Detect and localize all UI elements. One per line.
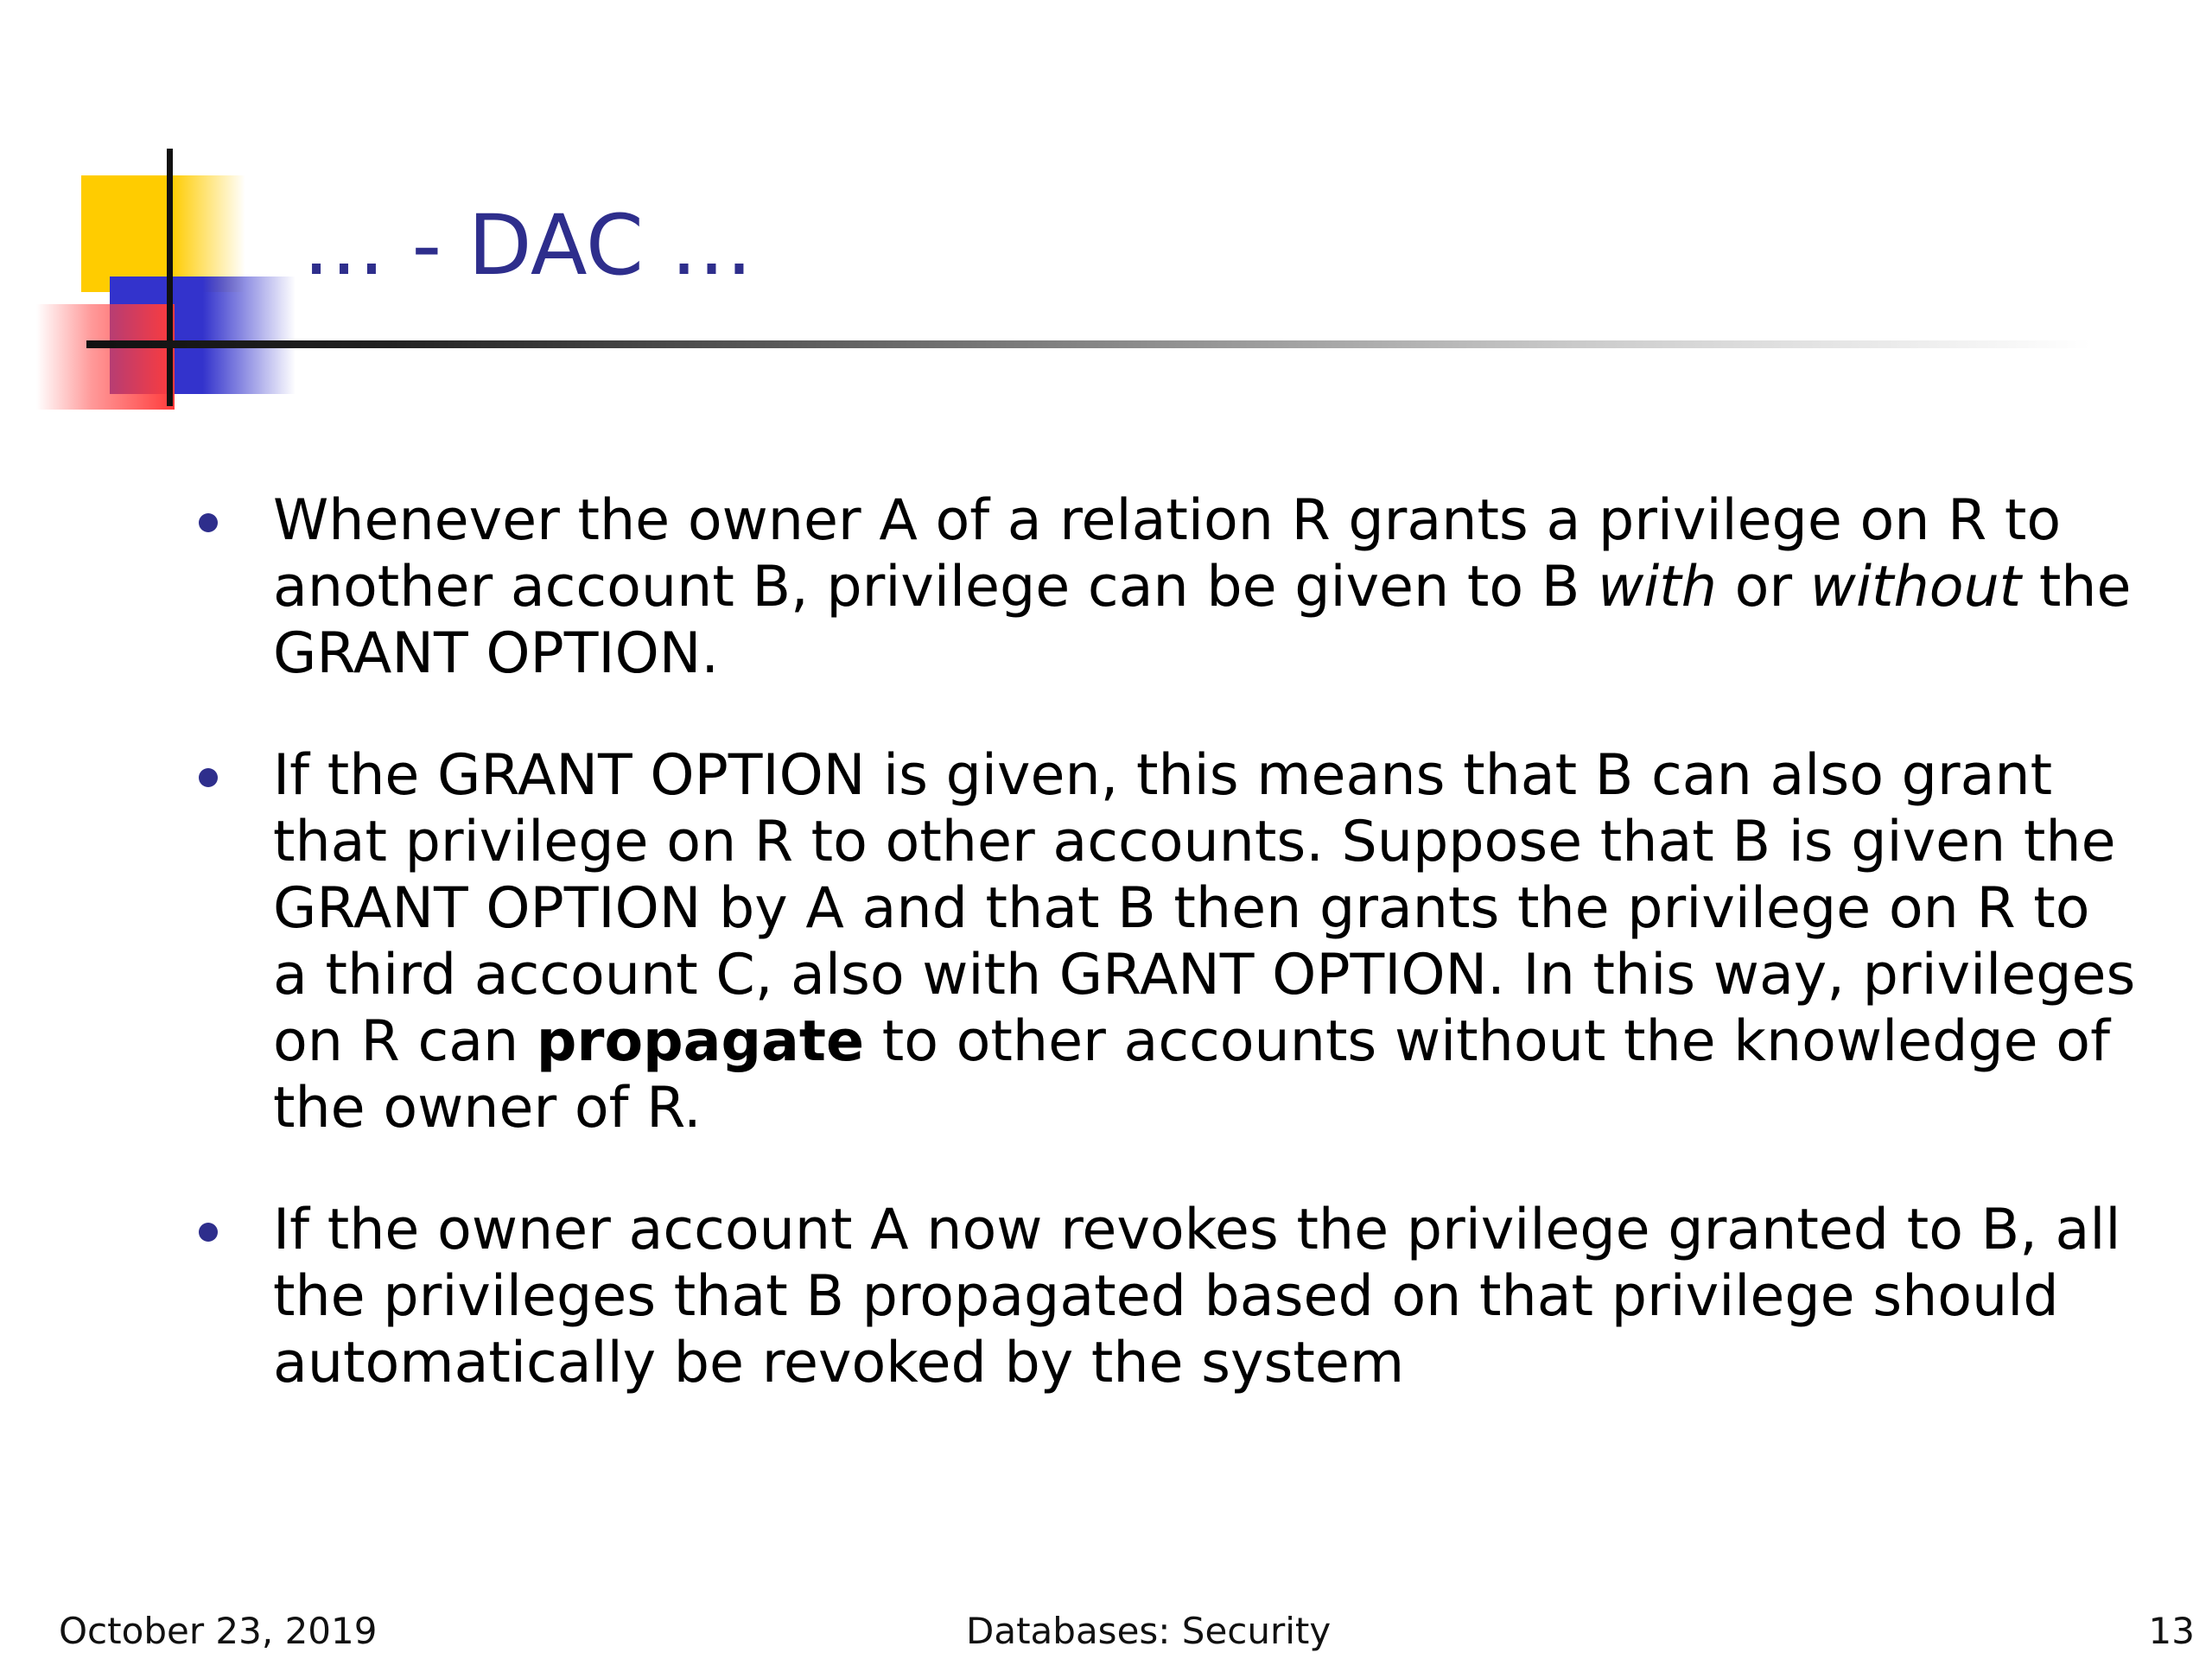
bullet-1-without: without <box>1809 555 2022 620</box>
bullet-2-text-end: to other accounts without the knowledge of the owner of R. <box>273 1009 2110 1141</box>
decoration-yellow-square <box>81 175 245 292</box>
bullet-item-1 <box>190 487 2139 687</box>
bullet-item-2 <box>190 742 2139 1141</box>
decoration-vertical-line <box>167 149 173 406</box>
bullet-item-3 <box>190 1197 2139 1396</box>
bullet-list <box>190 487 2136 1452</box>
title-underline <box>86 340 2091 348</box>
bullet-1-with: with <box>1598 555 1717 620</box>
bullet-dot-icon <box>199 1223 218 1242</box>
bullet-dot-icon <box>199 768 218 787</box>
footer-date: October 23, 2019 <box>59 1610 378 1652</box>
bullet-3-text: If the owner account A now revokes the privilege granted to B, all the privileges that B propagated based on that privilege should automatically be revoked by the system <box>273 1198 2121 1395</box>
footer-page-number: 13 <box>2148 1610 2195 1652</box>
bullet-2-text-start: If the GRANT OPTION is given, this means that B can also grant that privilege on R to other accounts. Suppose that B is given the GRANT OPTION by A and that B then grants the privilege on R to a third account C, also with GRANT OPTION. In this way, privileges on R can <box>273 743 2136 1074</box>
bullet-2-propagate: propagate <box>536 1009 865 1074</box>
footer-title: Databases: Security <box>966 1610 1332 1652</box>
bullet-1-or: or <box>1716 555 1810 620</box>
bullet-1-text-start: Whenever the owner A of a relation R grants a privilege on R to another account B, privilege can be given to B <box>273 488 2062 620</box>
bullet-1-text-end: the GRANT OPTION. <box>273 555 2132 686</box>
slide-title: … - DAC … <box>302 197 753 294</box>
bullet-dot-icon <box>199 513 218 532</box>
decoration-red-square <box>36 304 175 410</box>
